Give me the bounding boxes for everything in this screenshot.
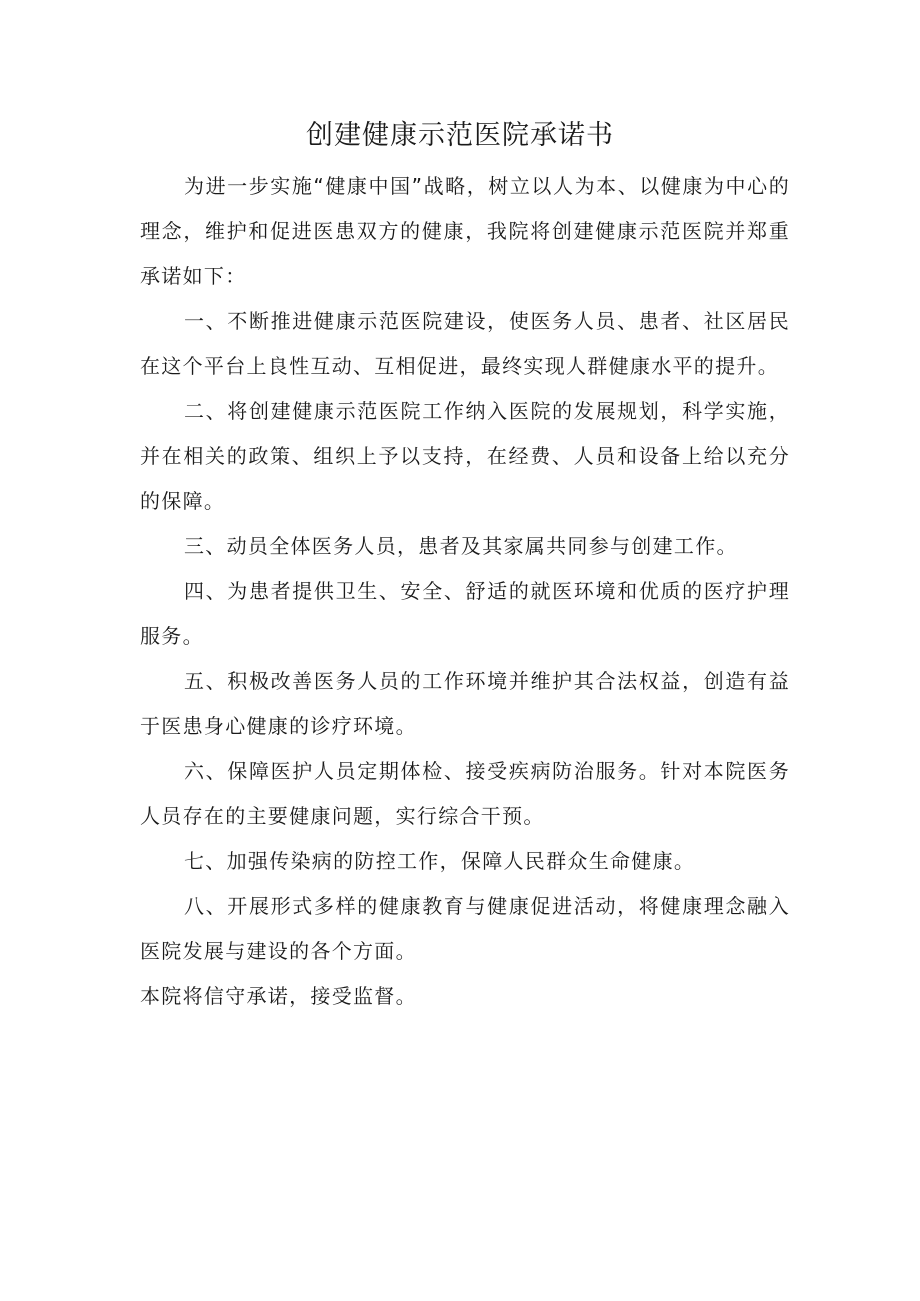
commitment-item-2: 二、将创建健康示范医院工作纳入医院的发展规划，科学实施，并在相关的政策、组织上予以支持，在经费、人员和设备上给以充分的保障。 [140,399,790,513]
commitment-item-8: 八、开展形式多样的健康教育与健康促进活动，将健康理念融入医院发展与建设的各个方面。 [140,894,790,963]
commitment-item-4: 四、为患者提供卫生、安全、舒适的就医环境和优质的医疗护理服务。 [140,579,790,648]
intro-paragraph: 为进一步实施“健康中国”战略，树立以人为本、以健康为中心的理念，维护和促进医患双方的健康，我院将创建健康示范医院并郑重承诺如下： [140,174,790,288]
commitment-item-3: 三、动员全体医务人员，患者及其家属共同参与创建工作。 [184,534,738,558]
document-body [140,164,790,1019]
commitment-item-1: 一、不断推进健康示范医院建设，使医务人员、患者、社区居民在这个平台上良性互动、互相促进，最终实现人群健康水平的提升。 [140,309,790,378]
document-title: 创建健康示范医院承诺书 [306,120,614,151]
commitment-item-6: 六、保障医护人员定期体检、接受疾病防治服务。针对本院医务人员存在的主要健康问题，实行综合干预。 [140,759,790,828]
closing-statement: 本院将信守承诺，接受监督。 [140,984,417,1008]
commitment-item-7: 七、加强传染病的防控工作，保障人民群众生命健康。 [184,849,696,873]
commitment-item-5: 五、积极改善医务人员的工作环境并维护其合法权益，创造有益于医患身心健康的诊疗环境。 [140,669,790,738]
